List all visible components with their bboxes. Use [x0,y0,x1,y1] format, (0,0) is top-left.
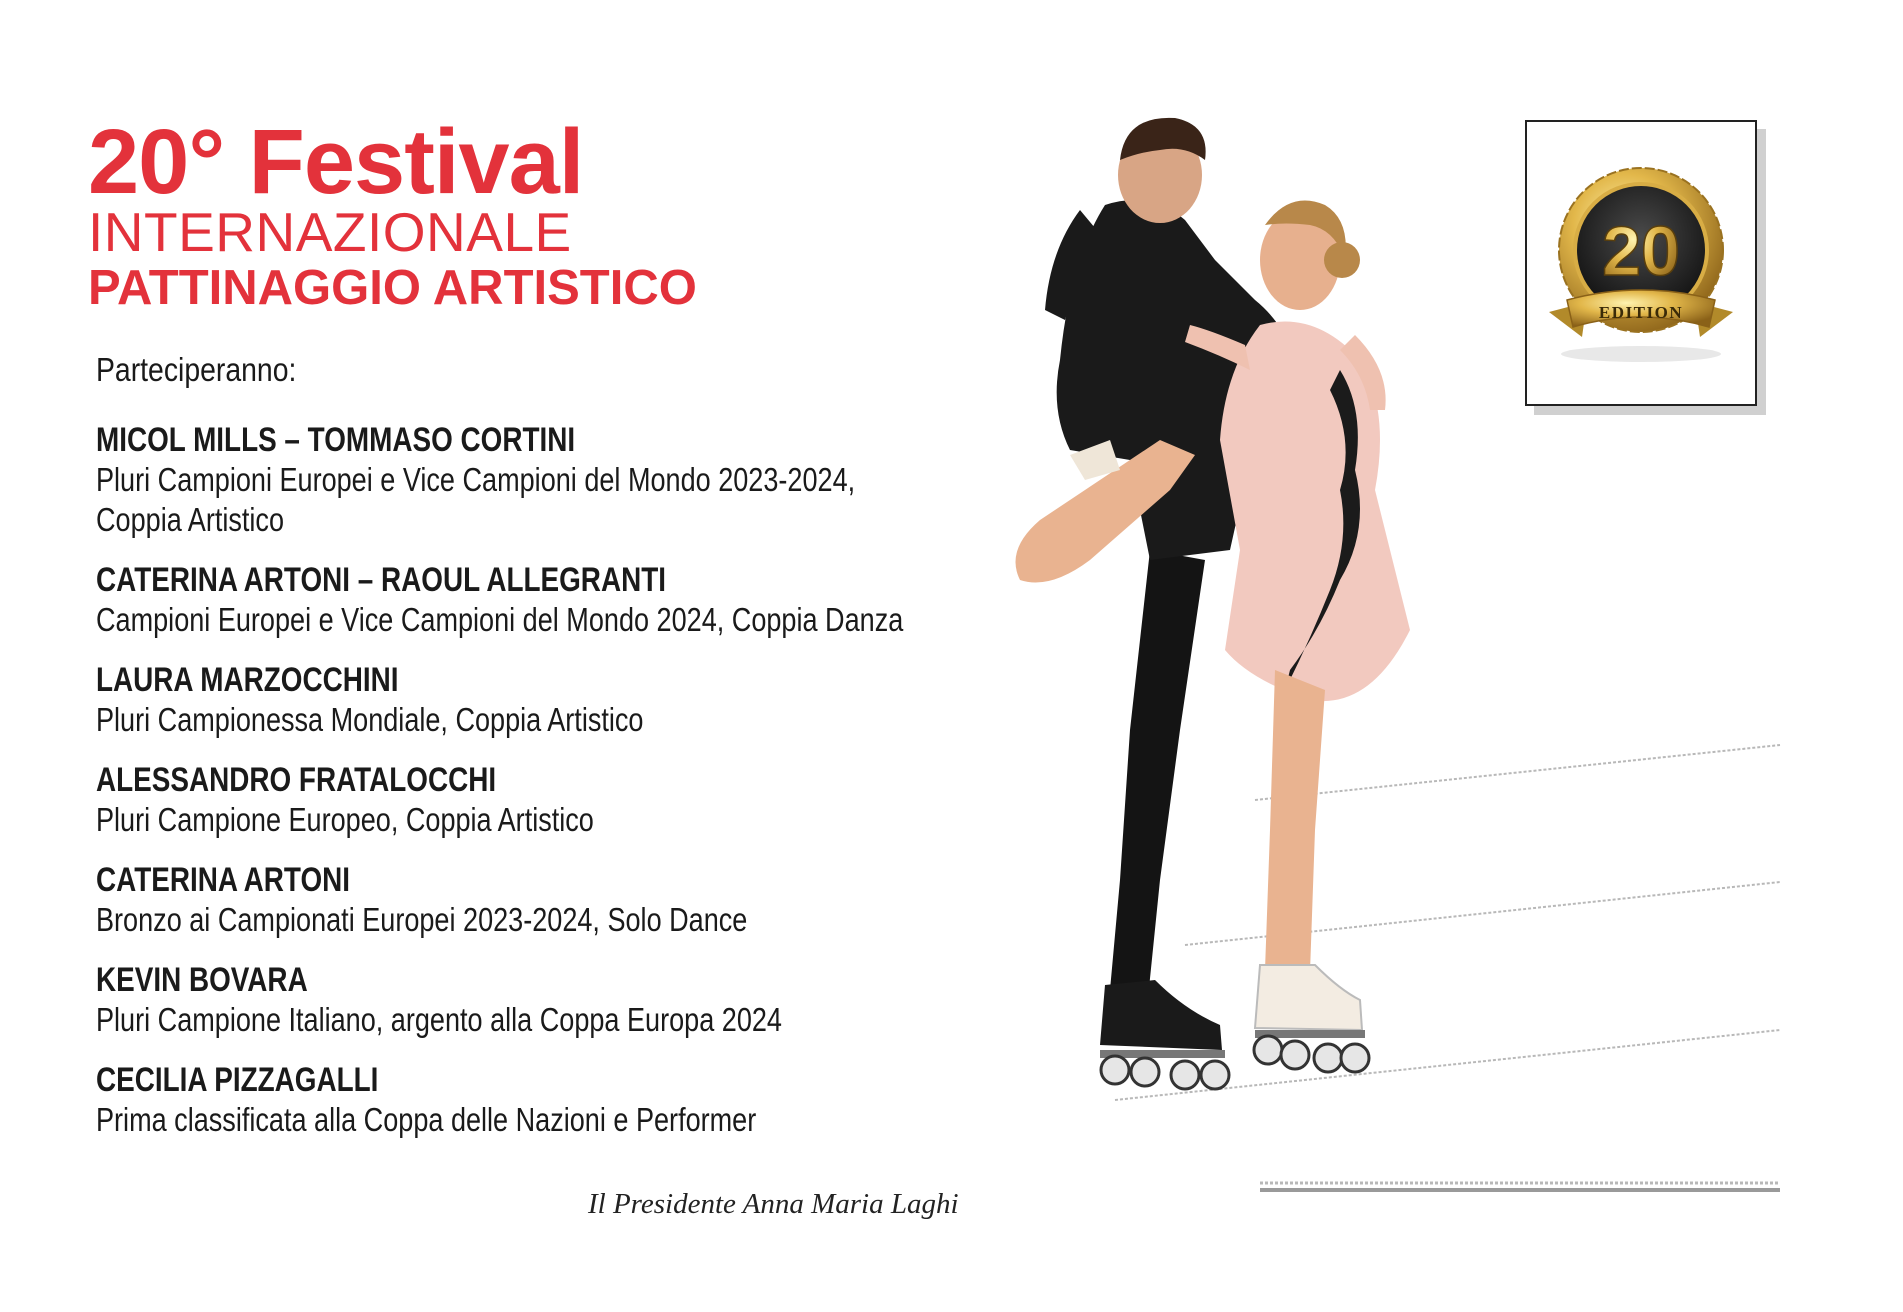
intro-text: Parteciperanno: [96,351,297,388]
badge-label: EDITION [1598,303,1684,322]
participant-name: CATERINA ARTONI [96,861,351,899]
participant-desc-cont: Coppia Artistico [96,501,285,538]
president-signature: Il Presidente Anna Maria Laghi [588,1188,959,1220]
edition-badge [1525,120,1757,406]
participant-name: ALESSANDRO FRATALOCCHI [96,761,497,799]
participant-desc: Bronzo ai Campionati Europei 2023-2024, Solo Dance [96,901,748,938]
skaters-photo [1010,110,1510,1100]
participant-name: LAURA MARZOCCHINI [96,661,399,699]
participant-name: CECILIA PIZZAGALLI [96,1061,379,1099]
participant-desc: Campioni Europei e Vice Campioni del Mondo 2024, Coppia Danza [96,601,904,638]
participant-desc: Pluri Campione Italiano, argento alla Coppa Europa 2024 [96,1001,782,1038]
participant-desc: Pluri Campioni Europei e Vice Campioni del Mondo 2023-2024, [96,461,856,498]
title-line-1: 20° Festival [88,111,584,213]
participant-name: KEVIN BOVARA [96,961,308,999]
participant-desc: Pluri Campionessa Mondiale, Coppia Artistico [96,701,644,738]
participant-name: CATERINA ARTONI – RAOUL ALLEGRANTI [96,561,666,599]
participant-name: MICOL MILLS – TOMMASO CORTINI [96,421,576,459]
badge-number: 20 [1602,212,1680,290]
title-line-2: INTERNAZIONALE [88,201,572,263]
title-line-3: PATTINAGGIO ARTISTICO [88,261,697,315]
participant-desc: Pluri Campione Europeo, Coppia Artistico [96,801,594,838]
participant-desc: Prima classificata alla Coppa delle Nazioni e Performer [96,1101,757,1138]
